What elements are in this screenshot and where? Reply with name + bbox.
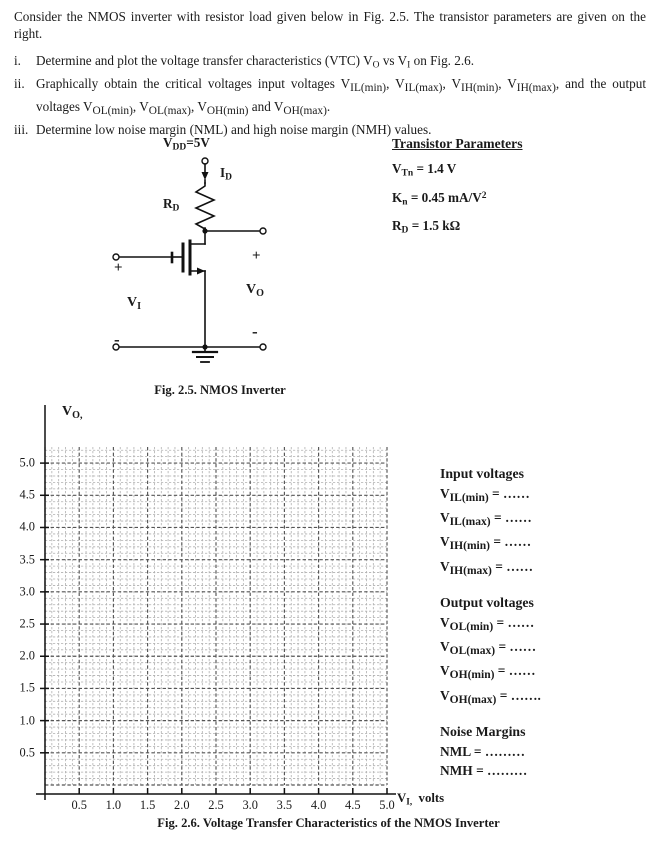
blank-value[interactable]: = …….: [496, 687, 541, 703]
blank-value[interactable]: = ……: [490, 510, 532, 526]
blank-value[interactable]: = ………: [472, 762, 528, 778]
blank-value[interactable]: = ……: [494, 663, 536, 679]
task-list: [14, 52, 646, 138]
output-terminal-node-top: [260, 228, 266, 234]
subscript: OH(max): [449, 693, 497, 706]
problem-statement: Consider the NMOS inverter with resistor load given below in Fig. 2.5. The transistor parameters are given on the right.: [14, 9, 646, 41]
vi-label: [127, 295, 141, 312]
blank-voh-max: [440, 686, 650, 710]
x-axis-label: [397, 791, 444, 807]
id-subscript: D: [225, 172, 233, 183]
x-tick-label: 5.0: [379, 798, 395, 812]
task-text: Determine low noise margin (NML) and high noise margin (NMH) values.: [36, 121, 432, 137]
blank-vih-min: [440, 532, 650, 556]
param-rd: [392, 218, 642, 236]
output-terminal-node-bottom: [260, 344, 266, 350]
y-tick-label: 3.5: [19, 552, 35, 567]
answer-blanks-panel: [440, 466, 650, 794]
blank-value[interactable]: = ……: [488, 486, 530, 501]
subscript: IL(min): [449, 492, 489, 505]
symbol: V: [440, 534, 450, 550]
nmos-inverter-circuit: [100, 132, 390, 382]
blank-value[interactable]: = ……: [489, 534, 532, 550]
task-item-ii: [14, 75, 646, 120]
major-gridlines: [45, 447, 387, 785]
x-tick-label: 4.0: [310, 798, 327, 812]
symbol: V: [440, 663, 450, 679]
noise-margins-heading: Noise Margins: [440, 723, 526, 739]
param-kn: [392, 190, 642, 208]
vtc-graph-svg: [0, 398, 440, 818]
vdd-symbol: V: [163, 135, 173, 150]
blank-vih-max: [440, 557, 650, 581]
blank-value[interactable]: = ……: [491, 558, 533, 574]
task-number: ii.: [14, 76, 25, 92]
input-minus-sign: -: [114, 330, 120, 349]
symbol: V: [440, 510, 450, 526]
transistor-parameters-block: [392, 136, 642, 247]
rd-subscript: D: [172, 203, 180, 214]
y-tick-label: 1.0: [19, 713, 35, 728]
task-item-i: [14, 52, 646, 75]
task-text: Graphically obtain the critical voltages input voltages $V_{IL(min)}$, $V_{IL(max)}$, $V_{IH(min)}$, $V_{IH(max)}$, and the output voltages $V_{OL(min)}$, $V_{OL(max)}$, $V_{OH(min)}$ and $V_{OH(max)}$.: [36, 76, 646, 117]
blank-value[interactable]: = ……: [495, 639, 537, 655]
blank-vil-max: [440, 508, 650, 532]
vo-label: [246, 282, 264, 299]
subscript: OL(max): [449, 645, 496, 658]
y-tick-label: 0.5: [19, 745, 35, 760]
y-tick-label: 2.0: [19, 648, 35, 663]
resistor-rd-symbol: [196, 183, 214, 232]
x-axis-subscript: I,: [406, 796, 413, 807]
subscript: OL(min): [449, 621, 494, 634]
circuit-schematic-svg: [100, 132, 390, 382]
subscript: IL(max): [449, 516, 491, 529]
vdd-value: =5V: [186, 135, 210, 150]
y-tick-label: 1.5: [19, 680, 35, 695]
y-tick-label: 4.0: [19, 519, 35, 534]
task-number: i.: [14, 53, 21, 68]
param-symbol: K: [392, 189, 403, 205]
symbol: V: [440, 639, 450, 655]
y-tick-label: 3.0: [19, 584, 35, 599]
param-symbol: R: [392, 218, 402, 234]
subscript: IH(max): [449, 564, 492, 577]
source-arrow-head: [197, 268, 205, 275]
rd-label: [163, 196, 179, 214]
param-symbol: V: [392, 161, 402, 176]
figure-2-6-caption: Fig. 2.6. Voltage Transfer Characteristics of the NMOS Inverter: [157, 816, 500, 830]
symbol: V: [440, 486, 450, 501]
vi-subscript: I: [137, 300, 142, 312]
output-voltages-heading: Output voltages: [440, 594, 534, 610]
vdd-subscript: DD: [172, 142, 187, 153]
vo-subscript: O: [256, 287, 264, 299]
param-vtn: [392, 161, 642, 179]
blank-value[interactable]: = ……: [493, 614, 535, 630]
vo-symbol: V: [246, 282, 257, 297]
y-axis-label: [62, 404, 82, 421]
subscript: OH(min): [449, 669, 495, 682]
param-exponent: 2: [481, 190, 487, 201]
vtc-graph: [0, 398, 440, 818]
symbol: V: [440, 558, 450, 574]
param-subscript: n: [402, 197, 408, 208]
x-tick-label: 1.0: [105, 798, 122, 812]
vdd-terminal-node: [202, 158, 208, 164]
symbol: V: [440, 614, 450, 630]
x-tick-label: 3.5: [276, 798, 293, 812]
x-tick-label: 0.5: [71, 798, 87, 812]
input-voltages-group: [440, 466, 650, 581]
x-axis-unit: volts: [418, 791, 445, 805]
y-tick-label: 4.5: [19, 487, 35, 502]
blank-nmh: [440, 761, 650, 780]
rd-symbol: R: [163, 196, 173, 211]
blank-nml: [440, 742, 650, 761]
symbol: NMH: [440, 762, 473, 778]
blank-value[interactable]: = ………: [470, 743, 526, 759]
noise-margins-group: [440, 724, 650, 780]
blank-vol-max: [440, 637, 650, 661]
param-value: = 0.45 mA/V: [407, 189, 482, 205]
param-subscript: D: [401, 225, 409, 236]
id-symbol: I: [220, 165, 226, 180]
symbol: NML: [440, 743, 471, 759]
transistor-parameters-heading: Transistor Parameters: [392, 136, 523, 151]
param-value: = 1.5 kΩ: [408, 218, 461, 234]
vi-symbol: V: [127, 295, 138, 310]
y-axis-symbol: V: [62, 404, 73, 419]
output-voltages-group: [440, 595, 650, 710]
vdd-label: [163, 135, 210, 153]
output-minus-sign: -: [252, 322, 258, 341]
tick-marks: [40, 463, 387, 800]
blank-vol-min: [440, 613, 650, 637]
subscript: IH(min): [449, 540, 490, 553]
input-plus-sign: +: [114, 260, 123, 276]
x-axis-symbol: V: [397, 791, 407, 805]
y-tick-label: 2.5: [19, 616, 35, 631]
task-text: Determine and plot the voltage transfer characteristics (VTC) $V_O$ vs $V_I$ on Fig. 2.6.: [36, 53, 475, 71]
blank-voh-min: [440, 661, 650, 685]
id-label: [220, 165, 232, 183]
x-tick-label: 3.0: [242, 798, 258, 812]
id-arrow-head: [202, 172, 209, 180]
x-tick-label: 2.5: [208, 798, 224, 812]
output-plus-sign: +: [252, 248, 261, 264]
figure-2-5-caption: Fig. 2.5. NMOS Inverter: [154, 383, 286, 397]
y-tick-label: 5.0: [19, 455, 35, 470]
param-value: = 1.4 V: [413, 161, 457, 176]
symbol: V: [440, 687, 450, 703]
blank-vil-min: [440, 484, 650, 508]
param-subscript: Tn: [401, 168, 414, 179]
x-tick-label: 2.0: [174, 798, 190, 812]
task-number: iii.: [14, 121, 29, 137]
x-tick-label: 1.5: [139, 798, 156, 812]
x-tick-label: 4.5: [345, 798, 361, 812]
y-axis-subscript: O,: [72, 409, 83, 421]
input-voltages-heading: Input voltages: [440, 466, 524, 481]
